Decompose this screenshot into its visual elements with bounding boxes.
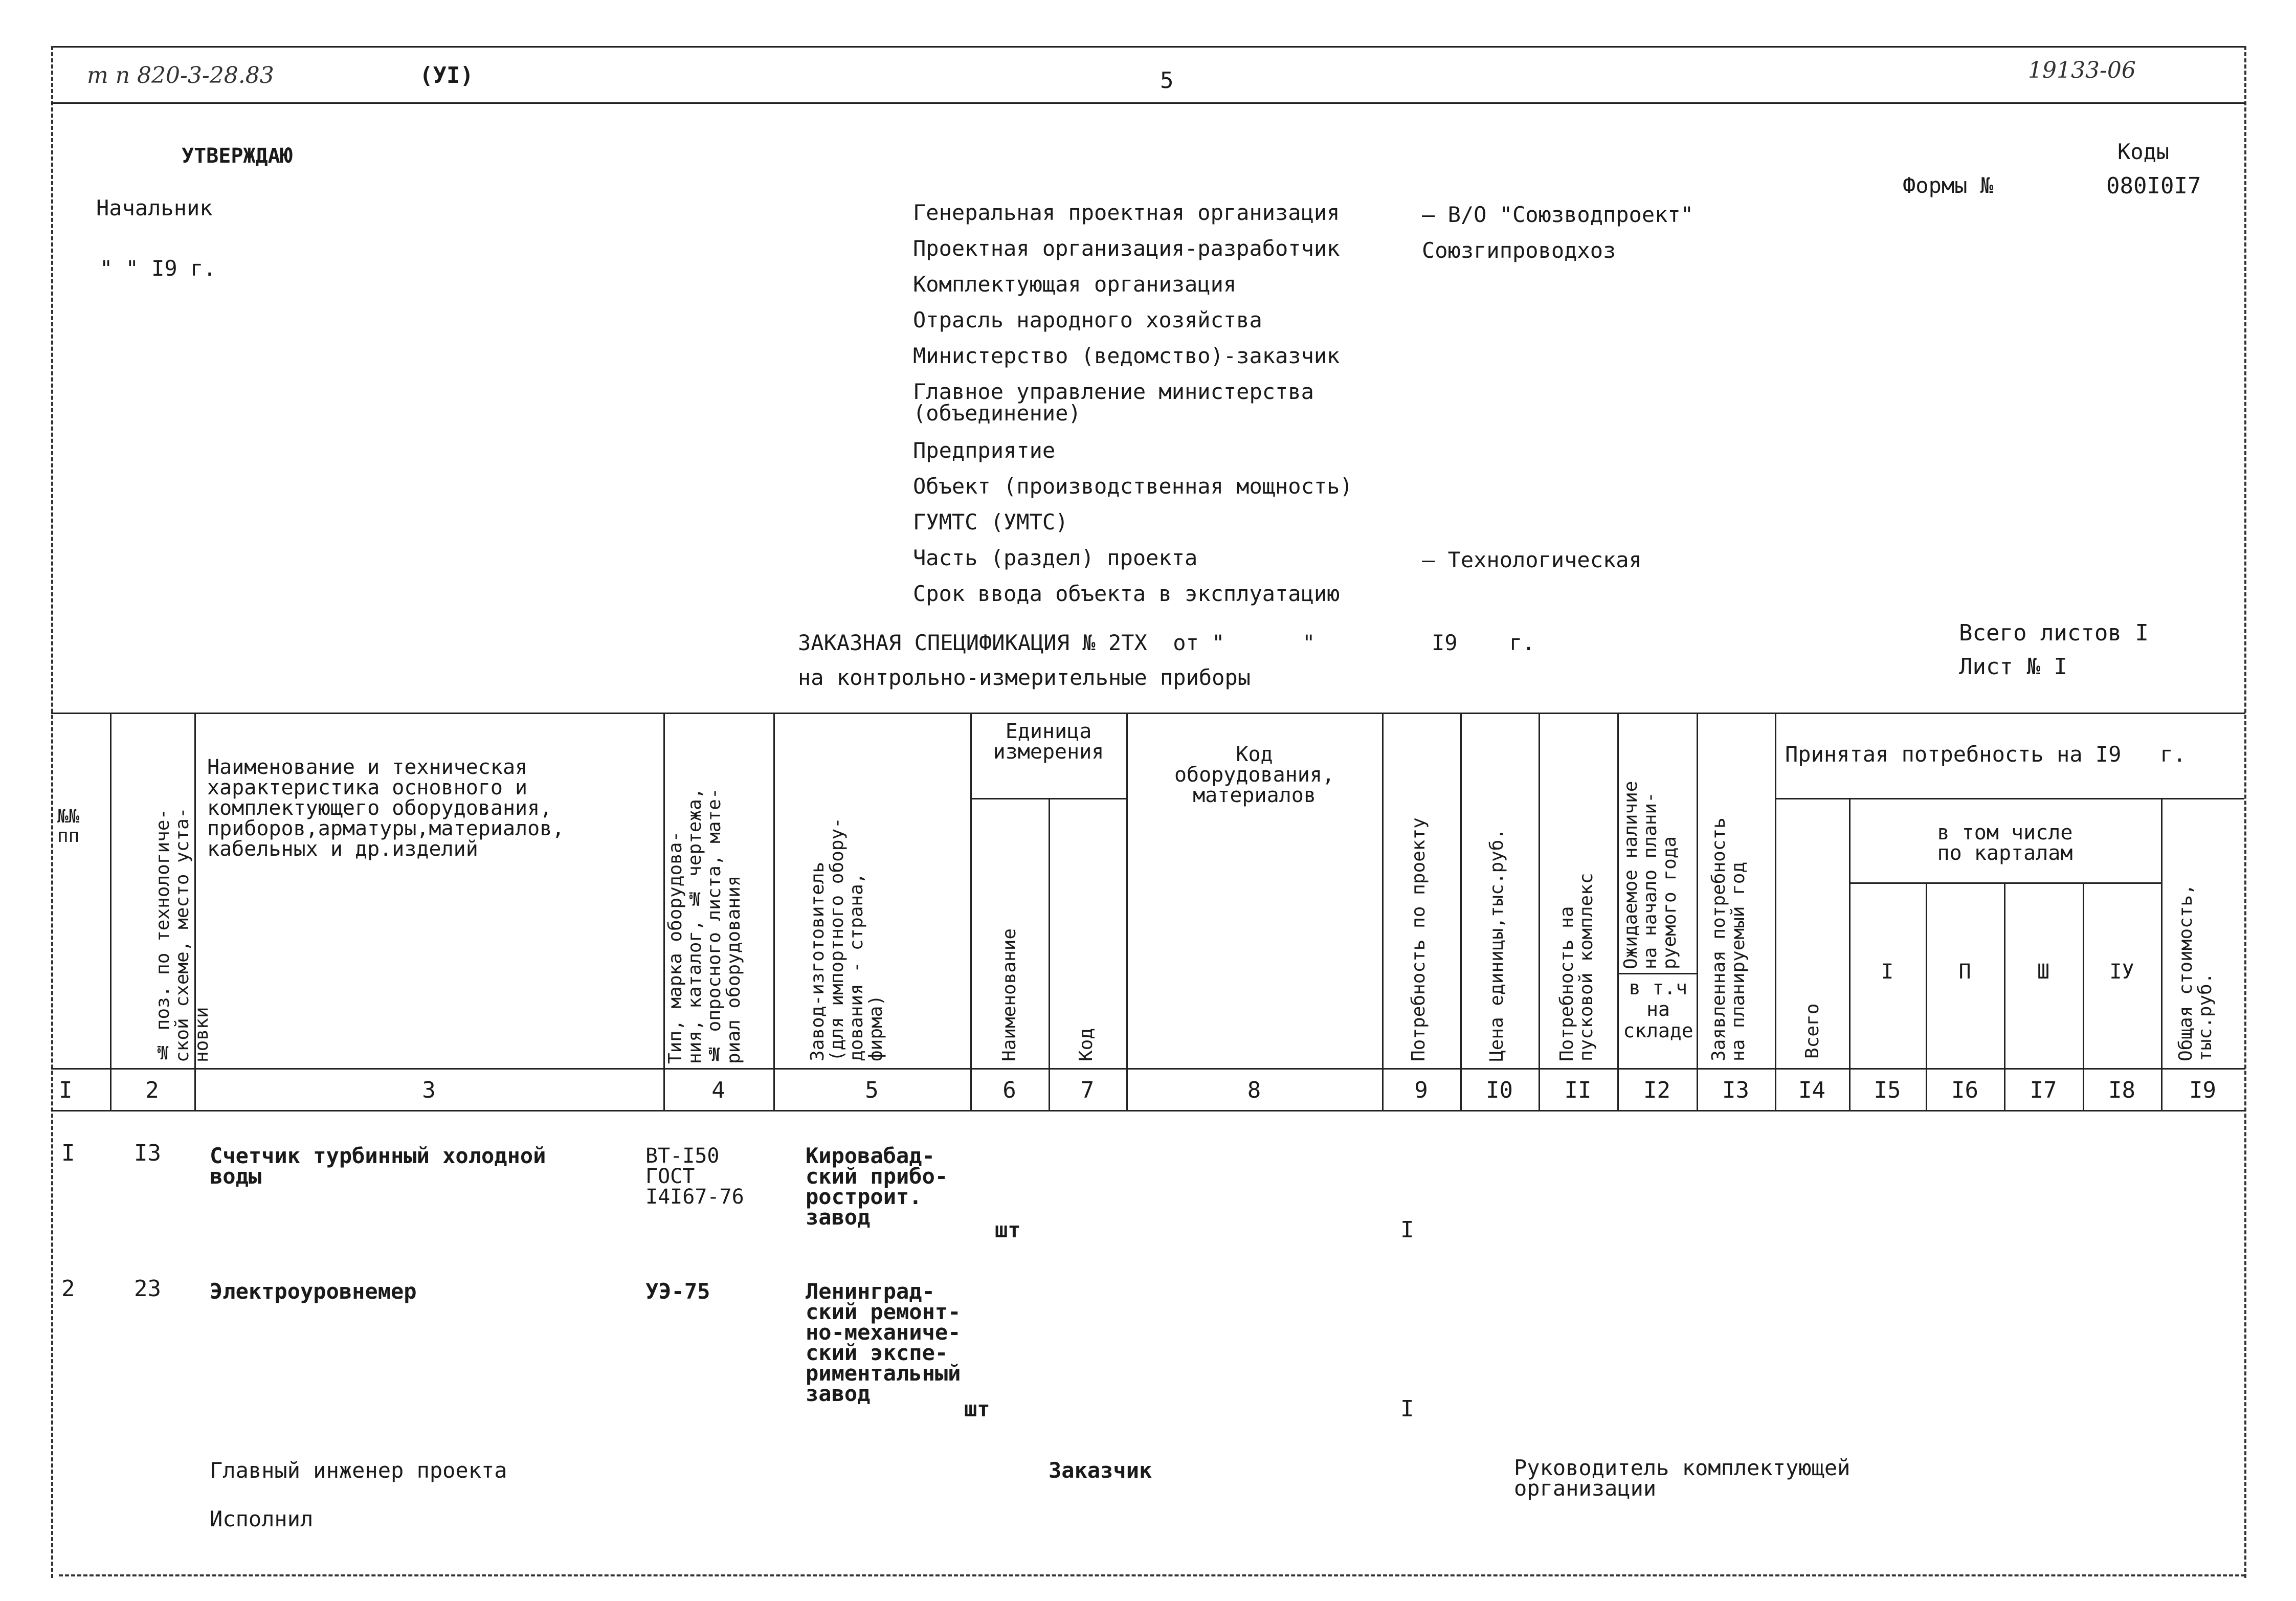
header-project-need: Потребность по проекту — [1408, 817, 1429, 1061]
col-sep — [1697, 713, 1698, 1110]
column-number: I7 — [2030, 1077, 2057, 1103]
total-sheets: Всего листов I — [1959, 620, 2149, 646]
row-manufacturer: Кировабад- ский прибо- ростроит. завод — [806, 1143, 948, 1230]
spec-title: ЗАКАЗНАЯ СПЕЦИФИКАЦИЯ № 2ТХ от " " I9 г. — [798, 630, 1535, 655]
org-info-label: Министерство (ведомство)-заказчик — [913, 343, 1340, 368]
header-unit-name: Наименование — [999, 928, 1020, 1061]
signature-head-org: Руководитель комплектующей организации — [1514, 1455, 1851, 1501]
col-sep — [2083, 882, 2084, 1110]
row-number: I — [61, 1140, 75, 1166]
column-number: II — [1564, 1077, 1592, 1103]
column-number: I3 — [1722, 1077, 1749, 1103]
header-q1: I — [1881, 960, 1894, 984]
frame-bottom — [59, 1574, 2245, 1576]
table-header-bottom-line — [51, 1068, 2245, 1070]
col-sep — [1460, 713, 1462, 1110]
col-sep — [1539, 713, 1540, 1110]
col-sep — [1617, 713, 1619, 1110]
header-manufacturer: Завод-изготовитель (для импортного обору- дования - страна, фирма) — [807, 817, 886, 1061]
org-info-value: Союзгипроводхоз — [1422, 238, 1616, 263]
header-total: Всего — [1802, 1003, 1823, 1059]
header-q3: Ш — [2037, 960, 2050, 984]
col-sep — [1926, 882, 1927, 1110]
column-number: I4 — [1798, 1077, 1825, 1103]
album-number: (УI) — [419, 62, 474, 88]
column-number: I5 — [1874, 1077, 1901, 1103]
column-number: 4 — [711, 1077, 725, 1103]
org-info-value: – В/О "Союзводпроект" — [1422, 202, 1694, 227]
header-q2: П — [1958, 960, 1971, 984]
org-info-label: Объект (производственная мощность) — [913, 474, 1353, 499]
header-unit-price: Цена единицы,тыс.руб. — [1486, 828, 1507, 1061]
table-subhead-line-accepted — [1775, 798, 2244, 799]
org-info-label: Комплектующая организация — [913, 272, 1237, 297]
row-unit: шт — [995, 1217, 1021, 1242]
table-top-line — [51, 713, 2245, 714]
frame-left — [51, 46, 53, 1578]
col-sep — [1775, 713, 1776, 1110]
org-info-label: Отрасль народного хозяйства — [913, 307, 1262, 332]
column-number: I2 — [1643, 1077, 1670, 1103]
col-sep — [773, 713, 775, 1110]
column-number: I6 — [1951, 1077, 1978, 1103]
frame-top — [51, 46, 2245, 48]
org-info-label: Генеральная проектная организация — [913, 200, 1340, 225]
header-separator — [51, 102, 2245, 104]
header-expected-stock: Ожидаемое наличие на начало плани- руемого года — [1620, 781, 1680, 969]
header-unit-code: Код — [1076, 1028, 1097, 1061]
project-code: т п 820-3-28.83 — [87, 62, 274, 88]
col-sep — [2161, 798, 2163, 1110]
org-info-label: Главное управление министерства (объединение) — [913, 379, 1314, 426]
column-number: 2 — [145, 1077, 159, 1103]
header-type: Тип, марка оборудова- ния, каталог, № чертежа, № опросного листа, мате- риал оборудования — [665, 788, 744, 1064]
spec-subtitle: на контрольно-измерительные приборы — [798, 665, 1251, 690]
approval-title: УТВЕРЖДАЮ — [182, 144, 293, 168]
column-number: I9 — [2189, 1077, 2216, 1103]
column-number: 9 — [1414, 1077, 1428, 1103]
signature-customer: Заказчик — [1049, 1458, 1152, 1483]
header-position: № поз. по технологиче- ской схеме, место уста- новки — [152, 807, 212, 1062]
header-name: Наименование и техническая характеристика основного и комплектующего оборудования, приборов,арматуры,материалов, кабельных и др.изделий — [207, 755, 565, 861]
header-unit: Единица измерения — [993, 720, 1104, 764]
column-number: 3 — [422, 1077, 436, 1103]
column-number: I — [59, 1077, 73, 1103]
form-label: Формы № — [1903, 173, 1994, 198]
table-subhead-line-stock — [1617, 973, 1697, 974]
org-info-label: Проектная организация-разработчик — [913, 236, 1340, 261]
org-info-label: Срок ввода объекта в эксплуатацию — [913, 581, 1340, 606]
row-position: I3 — [134, 1140, 161, 1166]
org-info-label: Часть (раздел) проекта — [913, 545, 1198, 570]
sheet-number: Лист № I — [1959, 654, 2067, 680]
row-unit: шт — [964, 1396, 990, 1421]
col-sep — [1049, 798, 1050, 1110]
row-type: УЭ-75 — [645, 1279, 710, 1304]
col-sep — [970, 713, 972, 1110]
page-number: 5 — [1160, 68, 1174, 94]
header-declared-need: Заявленная потребность на планируемый год — [1708, 817, 1749, 1061]
form-code: 080I0I7 — [2106, 173, 2201, 199]
row-number: 2 — [61, 1276, 75, 1302]
row-quantity: I — [1400, 1217, 1414, 1243]
row-type: ВТ-I50 ГОСТ I4I67-76 — [645, 1144, 744, 1209]
header-startup-need: Потребность на пусковой комплекс — [1556, 873, 1597, 1061]
header-q4: IУ — [2109, 960, 2134, 984]
org-info-label: ГУМТС (УМТС) — [913, 509, 1068, 535]
row-manufacturer: Ленинград- ский ремонт- но-механиче- ский экспе- риментальный завод — [806, 1279, 961, 1406]
header-row-number: №№ пп — [57, 806, 80, 847]
row-name: Электроуровнемер — [210, 1279, 417, 1304]
col-sep — [1382, 713, 1384, 1110]
org-info-value: – Технологическая — [1422, 547, 1642, 572]
column-number: 8 — [1247, 1077, 1261, 1103]
header-in-stock: в т.ч на складе — [1623, 976, 1693, 1042]
document-number: 19133-06 — [2028, 57, 2136, 83]
row-name: Счетчик турбинный холодной воды — [210, 1143, 546, 1189]
row-position: 23 — [134, 1276, 161, 1302]
column-number: I0 — [1486, 1077, 1513, 1103]
column-number: 6 — [1002, 1077, 1016, 1103]
col-sep — [2004, 882, 2005, 1110]
header-accepted-need: Принятая потребность на I9 г. — [1785, 742, 2186, 767]
signature-chief-engineer: Главный инженер проекта — [210, 1458, 507, 1483]
approval-position: Начальник — [96, 195, 213, 220]
approval-date: " " I9 г. — [100, 256, 216, 281]
column-number: I8 — [2108, 1077, 2135, 1103]
codes-label: Коды — [2117, 139, 2170, 164]
header-total-cost: Общая стоимость, тыс.руб. — [2175, 884, 2216, 1061]
header-equipment-code: Код оборудования, материалов — [1174, 743, 1335, 807]
row-quantity: I — [1400, 1396, 1414, 1422]
column-number: 7 — [1080, 1077, 1095, 1103]
header-quarters: в том числе по карталам — [1937, 821, 2073, 865]
signature-executor: Исполнил — [210, 1506, 314, 1531]
table-numbers-bottom-line — [51, 1110, 2245, 1111]
org-info-label: Предприятие — [913, 438, 1056, 463]
frame-right — [2244, 46, 2246, 1578]
col-sep — [110, 713, 112, 1110]
column-number: 5 — [865, 1077, 879, 1103]
